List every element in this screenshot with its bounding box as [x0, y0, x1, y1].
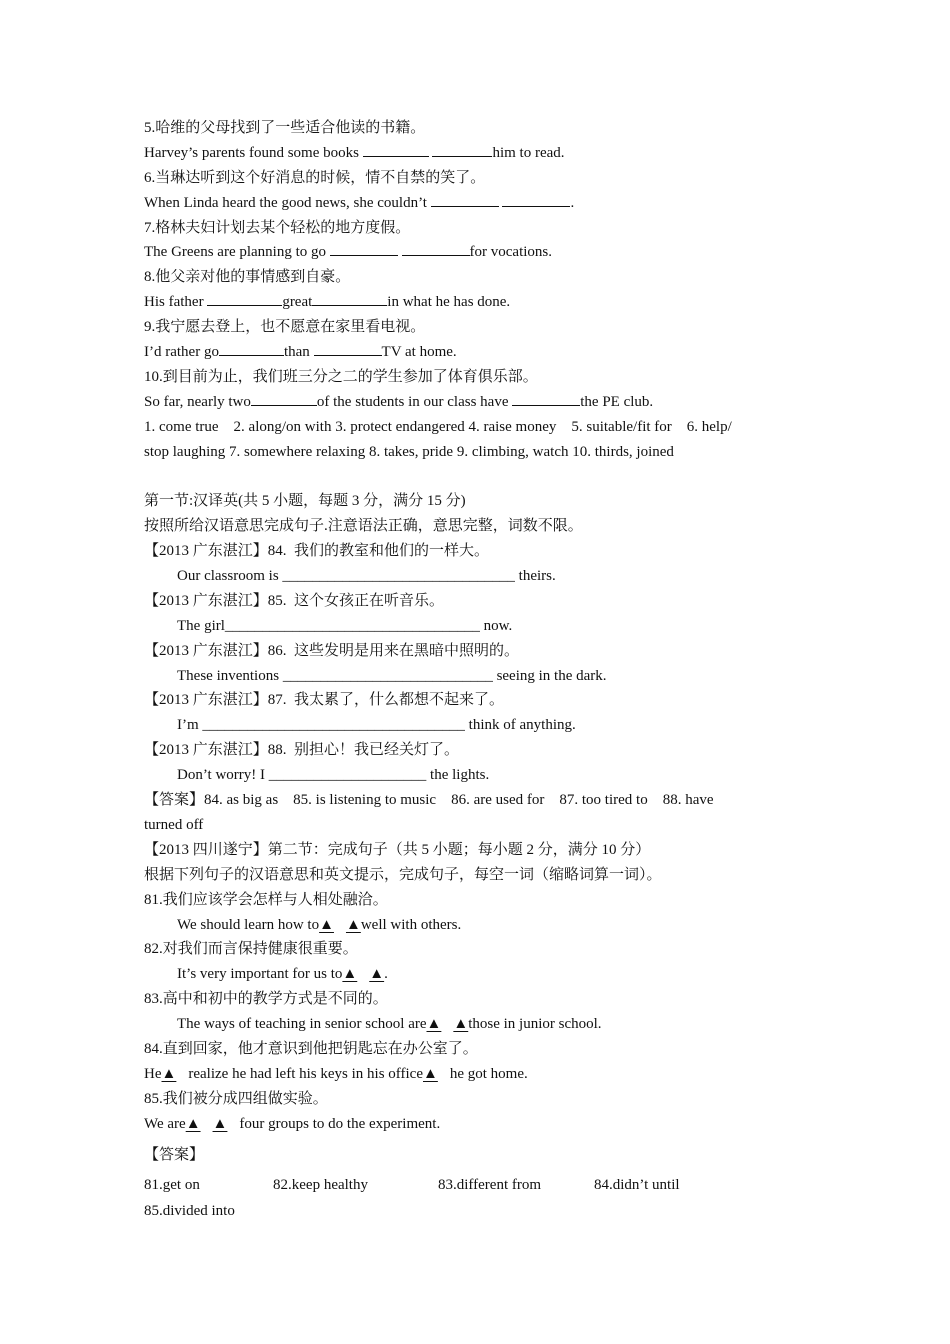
q84b-blank-2[interactable]: ▲: [423, 1065, 438, 1082]
part2-answer-line-1: 【答案】84. as big as 85. is listening to music 86. are used for 87. too tired to 88. have: [144, 792, 714, 809]
q5-english: Harvey’s parents found some books him to read.: [144, 141, 824, 166]
q86-chinese: 【2013 广东湛江】86. 这些发明是用来在黑暗中照明的。: [144, 642, 520, 659]
q84b-blank-1[interactable]: ▲: [161, 1065, 177, 1082]
q6-english: When Linda heard the good news, she couldn’t .: [144, 191, 824, 216]
q7-chinese: 7.格林夫妇计划去某个轻松的地方度假。: [144, 219, 411, 236]
q81-blank-1[interactable]: ▲: [319, 916, 334, 933]
q84-chinese: 【2013 广东湛江】84. 我们的教室和他们的一样大。: [144, 543, 490, 560]
q84b-english: He▲ realize he had left his keys in his office▲ he got home.: [144, 1062, 824, 1087]
answer-82: 82.keep healthy: [273, 1177, 368, 1194]
q85b-english: We are▲ ▲ four groups to do the experiment.: [144, 1112, 824, 1137]
section-heading: 第一节:汉译英(共 5 小题，每题 3 分，满分 15 分): [144, 493, 466, 510]
q10-blank-1[interactable]: [251, 390, 317, 406]
q81-blank-2[interactable]: ▲: [345, 916, 361, 933]
answer-81: 81.get on: [144, 1177, 200, 1194]
q83-blank-2[interactable]: ▲: [453, 1016, 469, 1033]
q82-chinese: 82.对我们而言保持健康很重要。: [144, 941, 358, 958]
q10-chinese: 10.到目前为止，我们班三分之二的学生参加了体育俱乐部。: [144, 368, 538, 385]
q9-chinese: 9.我宁愿去登上，也不愿意在家里看电视。: [144, 319, 426, 336]
q83-chinese: 83.高中和初中的教学方式是不同的。: [144, 991, 388, 1008]
q9-english: I’d rather go than TV at home.: [144, 340, 824, 365]
q81-chinese: 81.我们应该学会怎样与人相处融洽。: [144, 891, 388, 908]
q85-chinese: 【2013 广东湛江】85. 这个女孩正在听音乐。: [144, 592, 445, 609]
q85b-blank-2[interactable]: ▲: [212, 1115, 228, 1132]
q6-blank-1[interactable]: [431, 191, 499, 207]
q86-english: These inventions ____________________________ seeing in the dark.: [177, 667, 607, 684]
q5-blank-2[interactable]: [432, 141, 492, 157]
q7-english: The Greens are planning to go for vocations.: [144, 240, 824, 265]
q88-english: Don’t worry! I _____________________ the lights.: [177, 767, 490, 784]
q82-blank-1[interactable]: ▲: [342, 966, 358, 983]
q85b-blank-1[interactable]: ▲: [185, 1115, 201, 1132]
q84b-chinese: 84.直到回家，他才意识到他把钥匙忘在办公室了。: [144, 1040, 478, 1057]
q8-blank-2[interactable]: [312, 290, 387, 306]
q7-blank-1[interactable]: [330, 240, 398, 256]
q9-blank-2[interactable]: [314, 340, 382, 356]
section2-instruction: 根据下列句子的汉语意思和英文提示，完成句子，每空一词（缩略词算一词）。: [144, 866, 662, 883]
spacer: [144, 464, 824, 489]
answer-85: 85.divided into: [144, 1203, 235, 1220]
q87-english: I’m ___________________________________ think of anything.: [177, 717, 576, 734]
q82-blank-2[interactable]: ▲: [369, 966, 385, 983]
document-page: [144, 116, 824, 1223]
answer-84: 84.didn’t until: [594, 1177, 680, 1194]
q7-blank-2[interactable]: [402, 240, 470, 256]
q8-english: His father great in what he has done.: [144, 290, 824, 315]
q83-english: The ways of teaching in senior school are▲ ▲those in junior school.: [144, 1012, 824, 1037]
q6-chinese: 6.当琳达听到这个好消息的时候，情不自禁的笑了。: [144, 169, 486, 186]
section-instruction: 按照所给汉语意思完成句子.注意语法正确，意思完整，词数不限。: [144, 518, 583, 535]
section2-heading: 【2013 四川遂宁】第二节：完成句子（共 5 小题；每小题 2 分，满分 10 分）: [144, 841, 651, 858]
q10-english: So far, nearly two of the students in our class have the PE club.: [144, 390, 824, 415]
q83-blank-1[interactable]: ▲: [426, 1016, 442, 1033]
q85-english: The girl__________________________________ now.: [177, 617, 513, 634]
q5-blank-1[interactable]: [363, 141, 429, 157]
part3-answers: [144, 1171, 824, 1199]
q88-chinese: 【2013 广东湛江】88. 别担心！我已经关灯了。: [144, 742, 460, 759]
part1-answers-line-2: stop laughing 7. somewhere relaxing 8. takes, pride 9. climbing, watch 10. thirds, joined: [144, 443, 674, 460]
q84-english: Our classroom is _______________________________ theirs.: [177, 568, 556, 585]
q6-blank-2[interactable]: [502, 191, 570, 207]
q85b-chinese: 85.我们被分成四组做实验。: [144, 1090, 328, 1107]
part1-answers-line-1: 1. come true 2. along/on with 3. protect endangered 4. raise money 5. suitable/fit for 6. help/: [144, 418, 732, 435]
q81-english: We should learn how to▲ ▲well with others.: [144, 913, 824, 938]
part3-answer-label: 【答案】: [144, 1146, 205, 1163]
q87-chinese: 【2013 广东湛江】87. 我太累了，什么都想不起来了。: [144, 692, 505, 709]
q10-blank-2[interactable]: [512, 390, 580, 406]
q9-blank-1[interactable]: [219, 340, 284, 356]
q8-blank-1[interactable]: [207, 290, 282, 306]
answer-83: 83.different from: [438, 1177, 542, 1194]
part2-answer-line-2: turned off: [144, 816, 204, 833]
q5-chinese: 5.哈维的父母找到了一些适合他读的书籍。: [144, 120, 426, 136]
q82-english: It’s very important for us to▲ ▲.: [144, 962, 824, 987]
q8-chinese: 8.他父亲对他的事情感到自豪。: [144, 269, 351, 286]
